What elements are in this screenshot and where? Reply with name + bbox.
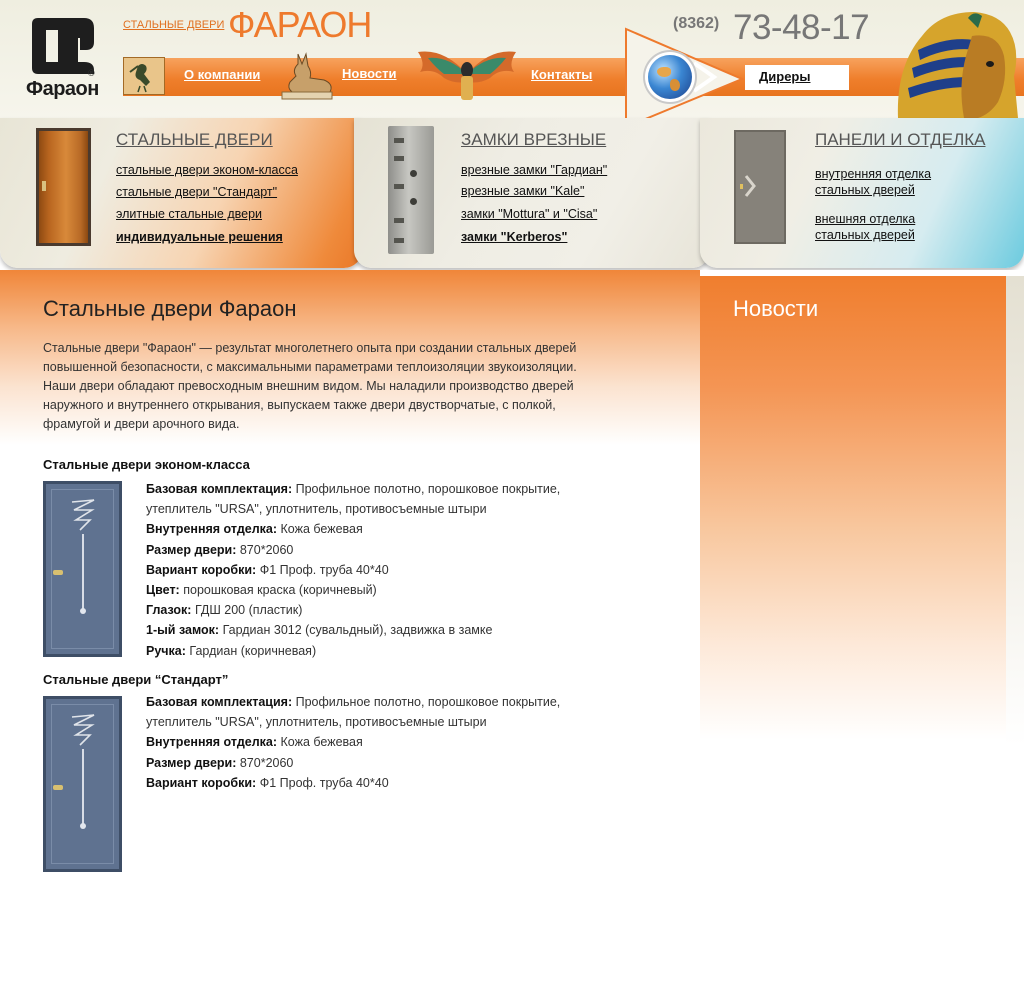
panel-mortise-locks [354,118,710,268]
link-standard-doors[interactable]: стальные двери "Стандарт" [116,185,278,199]
header [0,0,1024,118]
anubis-jackal-icon [276,50,336,102]
link-mottura-cisa-locks[interactable]: замки "Mottura" и "Cisa" [461,207,598,221]
nav-news-link[interactable]: Новости [342,66,397,81]
spec-item: Внутренняя отделка: Кожа бежевая [146,522,363,537]
chevron-right-icon [736,132,784,242]
logo[interactable] [26,16,102,100]
logo-reg-mark: ® [88,68,95,78]
category-panels [0,118,1024,270]
link-exterior-finishing[interactable]: внешняя отделка стальных дверей [815,212,916,242]
spec-list-standard [146,692,616,793]
spec-item: Размер двери: 870*2060 [146,542,294,557]
link-interior-finishing[interactable]: внутренняя отделка стальных дверей [815,167,932,197]
phone-code: (8362) [673,15,720,32]
logo-text: Фараон [26,78,99,100]
product-image-economy-door[interactable] [43,481,122,657]
panel-locks-title[interactable]: ЗАМКИ ВРЕЗНЫЕ [461,130,607,149]
nav-contacts-link[interactable]: Контакты [531,67,593,82]
link-kale-locks[interactable]: врезные замки "Kale" [461,184,585,198]
spec-item: 1-ый замок: Гардиан 3012 (сувальдный), задвижка в замке [146,623,493,638]
pharaoh-mask-icon [878,6,1024,118]
product-title-economy: Стальные двери эконом-класса [43,457,250,472]
mortise-lock-thumbnail[interactable] [388,126,434,254]
steel-door-thumbnail[interactable] [36,128,91,246]
spec-item: Базовая комплектация: Профильное полотно, порошковое покрытие, утеплитель "URSA", уплотнитель, противосъемные штыри [146,482,561,517]
brand-title: ФАРАОН [228,4,372,45]
link-guardian-locks[interactable]: врезные замки "Гардиан" [461,163,608,177]
link-custom-solutions[interactable]: индивидуальные решения [116,230,283,244]
finishing-panel-thumbnail[interactable] [734,130,786,244]
winged-isis-icon [414,44,520,104]
panel-doors-title[interactable]: СТАЛЬНЫЕ ДВЕРИ [116,130,273,149]
spec-item: Глазок: ГДШ 200 (пластик) [146,603,303,618]
phone-number: 73-48-17 [733,8,870,47]
nav-about-link[interactable]: О компании [184,67,261,82]
logo-mark-icon [28,16,98,76]
sidebar-edge [1006,276,1024,746]
spec-item: Вариант коробки: Ф1 Проф. труба 40*40 [146,562,389,577]
spec-item: Базовая комплектация: Профильное полотно, порошковое покрытие, утеплитель "URSA", уплотнитель, противосъемные штыри [146,695,561,730]
spec-item: Вариант коробки: Ф1 Проф. труба 40*40 [146,775,389,790]
spec-item: Размер двери: 870*2060 [146,755,294,770]
intro-text: Стальные двери "Фараон" — результат многолетнего опыта при создании стальных дверей повышенной безопасности, с максимальными параметрами теплоизоляции звукоизоляции. Наши двери обладают превосходным внешним видом. Мы наладили производство дверей наружного и внутреннего открывания, выпускаем также двери двустворчатые, с полкой, фрамугой и двери арочного вида. [43,341,577,431]
dealers-label[interactable]: Диреры [759,69,811,84]
product-image-standard-door[interactable] [43,696,122,872]
spec-item: Внутренняя отделка: Кожа бежевая [146,735,363,750]
news-title: Новости [733,296,819,321]
spec-list-economy [146,479,616,661]
panel-finishing [700,118,1024,268]
link-elite-doors[interactable]: элитные стальные двери [116,207,263,221]
door-swirl-decor [68,498,98,532]
dealers-button[interactable] [745,65,849,90]
link-kerberos-locks[interactable]: замки "Kerberos" [461,230,568,244]
news-sidebar [700,270,1024,740]
panel-finishing-title[interactable]: ПАНЕЛИ И ОТДЕЛКА [815,130,986,149]
globe-icon[interactable] [648,55,692,99]
page-title: Стальные двери Фараон [43,296,297,321]
spec-item: Цвет: порошковая краска (коричневый) [146,583,377,598]
door-swirl-decor [68,713,98,747]
panel-steel-doors [0,118,362,268]
link-economy-doors[interactable]: стальные двери эконом-класса [116,163,298,177]
spec-item: Ручка: Гардиан (коричневая) [146,643,317,658]
ibis-bird-icon [123,57,165,95]
tagline-link[interactable]: СТАЛЬНЫЕ ДВЕРИ [123,19,225,31]
product-title-standard: Стальные двери “Стандарт” [43,672,229,687]
